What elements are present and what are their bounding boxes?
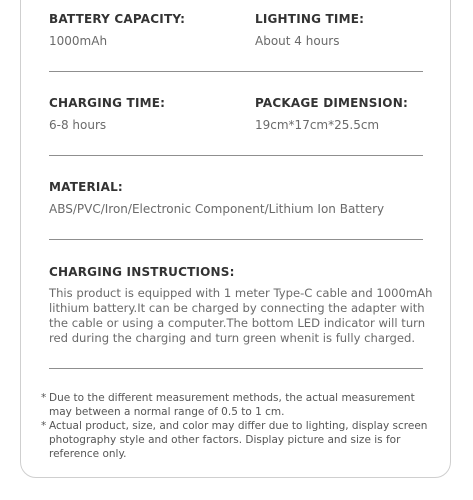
package-dimension-value: 19cm*17cm*25.5cm bbox=[255, 118, 380, 132]
note-text: Actual product, size, and color may differ due to lighting, display screen photography style and other factors. Display picture and size is for reference only. bbox=[49, 420, 428, 460]
lighting-time-label: LIGHTING TIME: bbox=[255, 12, 365, 26]
charging-instructions-text: This product is equipped with 1 meter Type-C cable and 1000mAh lithium battery.It can be charged by connecting the adapter with the cable or using a computer.The bottom LED indicator will turn red during the charging and turn green whenit is fully charged. bbox=[49, 286, 433, 345]
divider bbox=[49, 368, 423, 369]
battery-capacity-value: 1000mAh bbox=[49, 34, 108, 48]
note-bullet: * bbox=[41, 392, 47, 404]
charging-instructions-label: CHARGING INSTRUCTIONS: bbox=[49, 265, 235, 279]
charging-time-label: CHARGING TIME: bbox=[49, 96, 166, 110]
note-bullet: * bbox=[41, 420, 47, 432]
material-label: MATERIAL: bbox=[49, 180, 123, 194]
divider bbox=[49, 155, 423, 156]
lighting-time-value: About 4 hours bbox=[255, 34, 340, 48]
divider bbox=[49, 71, 423, 72]
charging-time-value: 6-8 hours bbox=[49, 118, 107, 132]
package-dimension-label: PACKAGE DIMENSION: bbox=[255, 96, 408, 110]
battery-capacity-label: BATTERY CAPACITY: bbox=[49, 12, 186, 26]
note-text: Due to the different measurement methods, the actual measurement may between a normal range of 0.5 to 1 cm. bbox=[49, 392, 415, 418]
material-value: ABS/PVC/Iron/Electronic Component/Lithium Ion Battery bbox=[49, 202, 385, 216]
divider bbox=[49, 239, 423, 240]
note-item bbox=[41, 391, 431, 419]
note-item bbox=[41, 419, 431, 461]
